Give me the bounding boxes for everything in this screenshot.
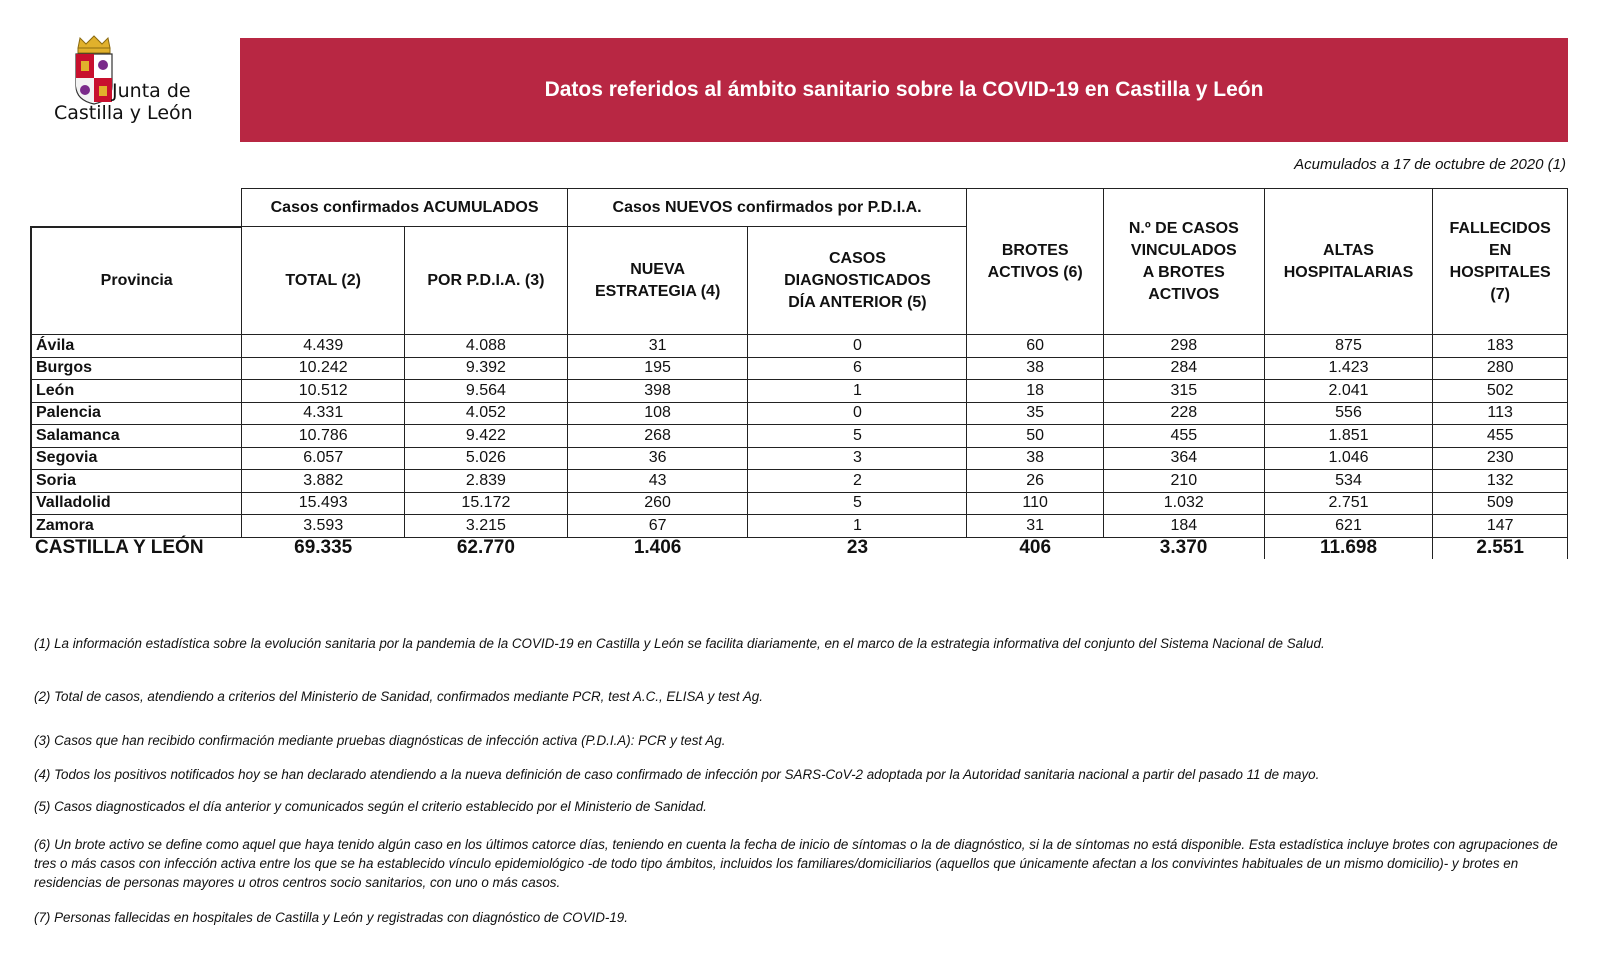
cell-altas: 2.041 (1264, 380, 1433, 403)
cell-provincia: Zamora (31, 515, 242, 538)
cell-brotes: 35 (967, 402, 1104, 425)
cell-pdia: 9.564 (405, 380, 568, 403)
footnote-1: (1) La información estadística sobre la evolución sanitaria por la pandemia de la COVID-19 en Castilla y León se facilita diariamente, en el marco de la estrategia informativa del conjunto del Sistema Nacional de Salud. (34, 636, 1325, 651)
cell-pdia: 9.422 (405, 425, 568, 448)
cell-fallecidos: 502 (1433, 380, 1568, 403)
cell-provincia: Salamanca (31, 425, 242, 448)
cell-brotes: 38 (967, 357, 1104, 380)
table-row (31, 447, 1568, 470)
col-header-brotes: BROTES ACTIVOS (6) (967, 189, 1104, 335)
cell-nueva: 268 (567, 425, 748, 448)
cell-fallecidos: 230 (1433, 447, 1568, 470)
table-row (31, 470, 1568, 493)
cell-total: 10.512 (242, 380, 405, 403)
cell-nueva: 195 (567, 357, 748, 380)
cell-vinculados: 228 (1103, 402, 1264, 425)
cell-brotes: 60 (967, 335, 1104, 358)
cell-nueva: 43 (567, 470, 748, 493)
cell-nueva: 108 (567, 402, 748, 425)
footnote-4: (4) Todos los positivos notificados hoy se han declarado atendiendo a la nueva definición de caso confirmado de infección por SARS-CoV-2 adoptada por la Autoridad sanitaria nacional a partir del pasado 11 de mayo. (34, 767, 1320, 782)
cell-altas: 534 (1264, 470, 1433, 493)
cell-pdia: 15.172 (405, 492, 568, 515)
blank-corner (31, 189, 242, 227)
cell-pdia: 5.026 (405, 447, 568, 470)
cell-altas: 621 (1264, 515, 1433, 538)
cell-altas: 2.751 (1264, 492, 1433, 515)
date-note: Acumulados a 17 de octubre de 2020 (1) (1294, 156, 1566, 173)
cell-altas: 1.851 (1264, 425, 1433, 448)
col-header-altas: ALTAS HOSPITALARIAS (1264, 189, 1433, 335)
cell-fallecidos: 183 (1433, 335, 1568, 358)
col-header-vinculados: N.º DE CASOS VINCULADOS A BROTES ACTIVOS (1103, 189, 1264, 335)
table-row (31, 380, 1568, 403)
col-header-pdia: POR P.D.I.A. (3) (405, 227, 568, 335)
cell-fallecidos: 113 (1433, 402, 1568, 425)
table-row (31, 425, 1568, 448)
cell-dia-anterior: 0 (748, 335, 967, 358)
cell-vinculados: 184 (1103, 515, 1264, 538)
cell-total: 10.786 (242, 425, 405, 448)
cell-nueva: 36 (567, 447, 748, 470)
total-pdia: 62.770 (456, 537, 515, 559)
cell-total: 15.493 (242, 492, 405, 515)
table-row (31, 492, 1568, 515)
logo-line-1: Junta de (112, 80, 191, 102)
cell-brotes: 50 (967, 425, 1104, 448)
cell-nueva: 31 (567, 335, 748, 358)
cell-dia-anterior: 0 (748, 402, 967, 425)
cell-vinculados: 210 (1103, 470, 1264, 493)
cell-altas: 556 (1264, 402, 1433, 425)
cell-provincia: Soria (31, 470, 242, 493)
cell-total: 3.593 (242, 515, 405, 538)
table-row (31, 357, 1568, 380)
footnote-5: (5) Casos diagnosticados el día anterior y comunicados según el criterio establecido por el Ministerio de Sanidad. (34, 799, 707, 814)
cell-vinculados: 364 (1103, 447, 1264, 470)
cell-altas: 875 (1264, 335, 1433, 358)
cell-brotes: 26 (967, 470, 1104, 493)
cell-nueva: 260 (567, 492, 748, 515)
footnote-7: (7) Personas fallecidas en hospitales de Castilla y León y registradas con diagnóstico de COVID-19. (34, 910, 628, 925)
group-header-nuevos: Casos NUEVOS confirmados por P.D.I.A. (567, 189, 967, 227)
total-altas: 11.698 (1264, 537, 1433, 559)
cell-fallecidos: 280 (1433, 357, 1568, 380)
cell-altas: 1.046 (1264, 447, 1433, 470)
cell-fallecidos: 509 (1433, 492, 1568, 515)
col-header-fallecidos: FALLECIDOS EN HOSPITALES (7) (1433, 189, 1568, 335)
cell-dia-anterior: 5 (748, 492, 967, 515)
cell-total: 10.242 (242, 357, 405, 380)
cell-nueva: 398 (567, 380, 748, 403)
col-header-total: TOTAL (2) (242, 227, 405, 335)
cell-total: 4.331 (242, 402, 405, 425)
group-header-acumulados: Casos confirmados ACUMULADOS (242, 189, 567, 227)
title-banner (240, 38, 1568, 142)
cell-pdia: 2.839 (405, 470, 568, 493)
cell-provincia: Ávila (31, 335, 242, 358)
logo-line-2: Castilla y León (54, 102, 193, 124)
table-row (31, 515, 1568, 538)
cell-provincia: Segovia (31, 447, 242, 470)
cell-brotes: 18 (967, 380, 1104, 403)
total-nueva: 1.406 (633, 537, 682, 559)
col-header-dia-anterior: CASOS DIAGNOSTICADOS DÍA ANTERIOR (5) (748, 227, 967, 335)
cell-dia-anterior: 5 (748, 425, 967, 448)
total-fallecidos: 2.551 (1433, 537, 1568, 559)
cell-provincia: Burgos (31, 357, 242, 380)
cell-brotes: 31 (967, 515, 1104, 538)
page-title: Datos referidos al ámbito sanitario sobre la COVID-19 en Castilla y León (544, 78, 1264, 101)
cell-brotes: 38 (967, 447, 1104, 470)
cell-dia-anterior: 6 (748, 357, 967, 380)
cell-nueva: 67 (567, 515, 748, 538)
footnote-2: (2) Total de casos, atendiendo a criterios del Ministerio de Sanidad, confirmados mediante PCR, test A.C., ELISA y test Ag. (34, 689, 763, 704)
table-row (31, 402, 1568, 425)
cell-dia-anterior: 2 (748, 470, 967, 493)
cell-pdia: 4.088 (405, 335, 568, 358)
cell-provincia: León (31, 380, 242, 403)
cell-dia-anterior: 1 (748, 515, 967, 538)
cell-vinculados: 455 (1103, 425, 1264, 448)
footnote-6: (6) Un brote activo se define como aquel que haya tenido algún caso en los últimos catorce días, teniendo en cuenta la fecha de inicio de síntomas o la de diagnóstico, si la de síntomas no está disponible. Esta estadística incluye brotes con agrupaciones de tres o más casos con infección activa entre los que se ha establecido vínculo epidemiológico -de todo tipo ámbitos, incluidos los familiares/domiciliarios (aquellos que únicamente afectan a los convivintes habituales de un mismo domicilio)- y brotes en residencias de personas mayores u otros centros socio sanitarios, con uno o más casos. (34, 837, 1558, 890)
total-label: CASTILLA Y LEÓN (35, 537, 204, 559)
col-header-nueva-estrategia: NUEVA ESTRATEGIA (4) (567, 227, 748, 335)
total-row (31, 537, 1568, 559)
cell-total: 4.439 (242, 335, 405, 358)
junta-logo (40, 34, 220, 134)
total-total: 69.335 (294, 537, 353, 559)
cell-fallecidos: 147 (1433, 515, 1568, 538)
cell-dia-anterior: 1 (748, 380, 967, 403)
table-row (31, 335, 1568, 358)
cell-vinculados: 1.032 (1103, 492, 1264, 515)
cell-dia-anterior: 3 (748, 447, 967, 470)
cell-vinculados: 298 (1103, 335, 1264, 358)
cell-total: 3.882 (242, 470, 405, 493)
cell-pdia: 4.052 (405, 402, 568, 425)
footnote-3: (3) Casos que han recibido confirmación mediante pruebas diagnósticas de infección activa (P.D.I.A): PCR y test Ag. (34, 733, 726, 748)
cell-vinculados: 315 (1103, 380, 1264, 403)
cell-brotes: 110 (967, 492, 1104, 515)
cell-total: 6.057 (242, 447, 405, 470)
cell-provincia: Palencia (31, 402, 242, 425)
cell-provincia: Valladolid (31, 492, 242, 515)
cell-pdia: 9.392 (405, 357, 568, 380)
cell-altas: 1.423 (1264, 357, 1433, 380)
total-brotes: 406 (1019, 537, 1052, 559)
covid-data-table (30, 188, 1568, 559)
col-header-provincia: Provincia (31, 227, 242, 335)
cell-pdia: 3.215 (405, 515, 568, 538)
total-vinculados: 3.370 (1159, 537, 1208, 559)
cell-fallecidos: 455 (1433, 425, 1568, 448)
cell-vinculados: 284 (1103, 357, 1264, 380)
total-dia-anterior: 23 (846, 537, 869, 559)
cell-fallecidos: 132 (1433, 470, 1568, 493)
